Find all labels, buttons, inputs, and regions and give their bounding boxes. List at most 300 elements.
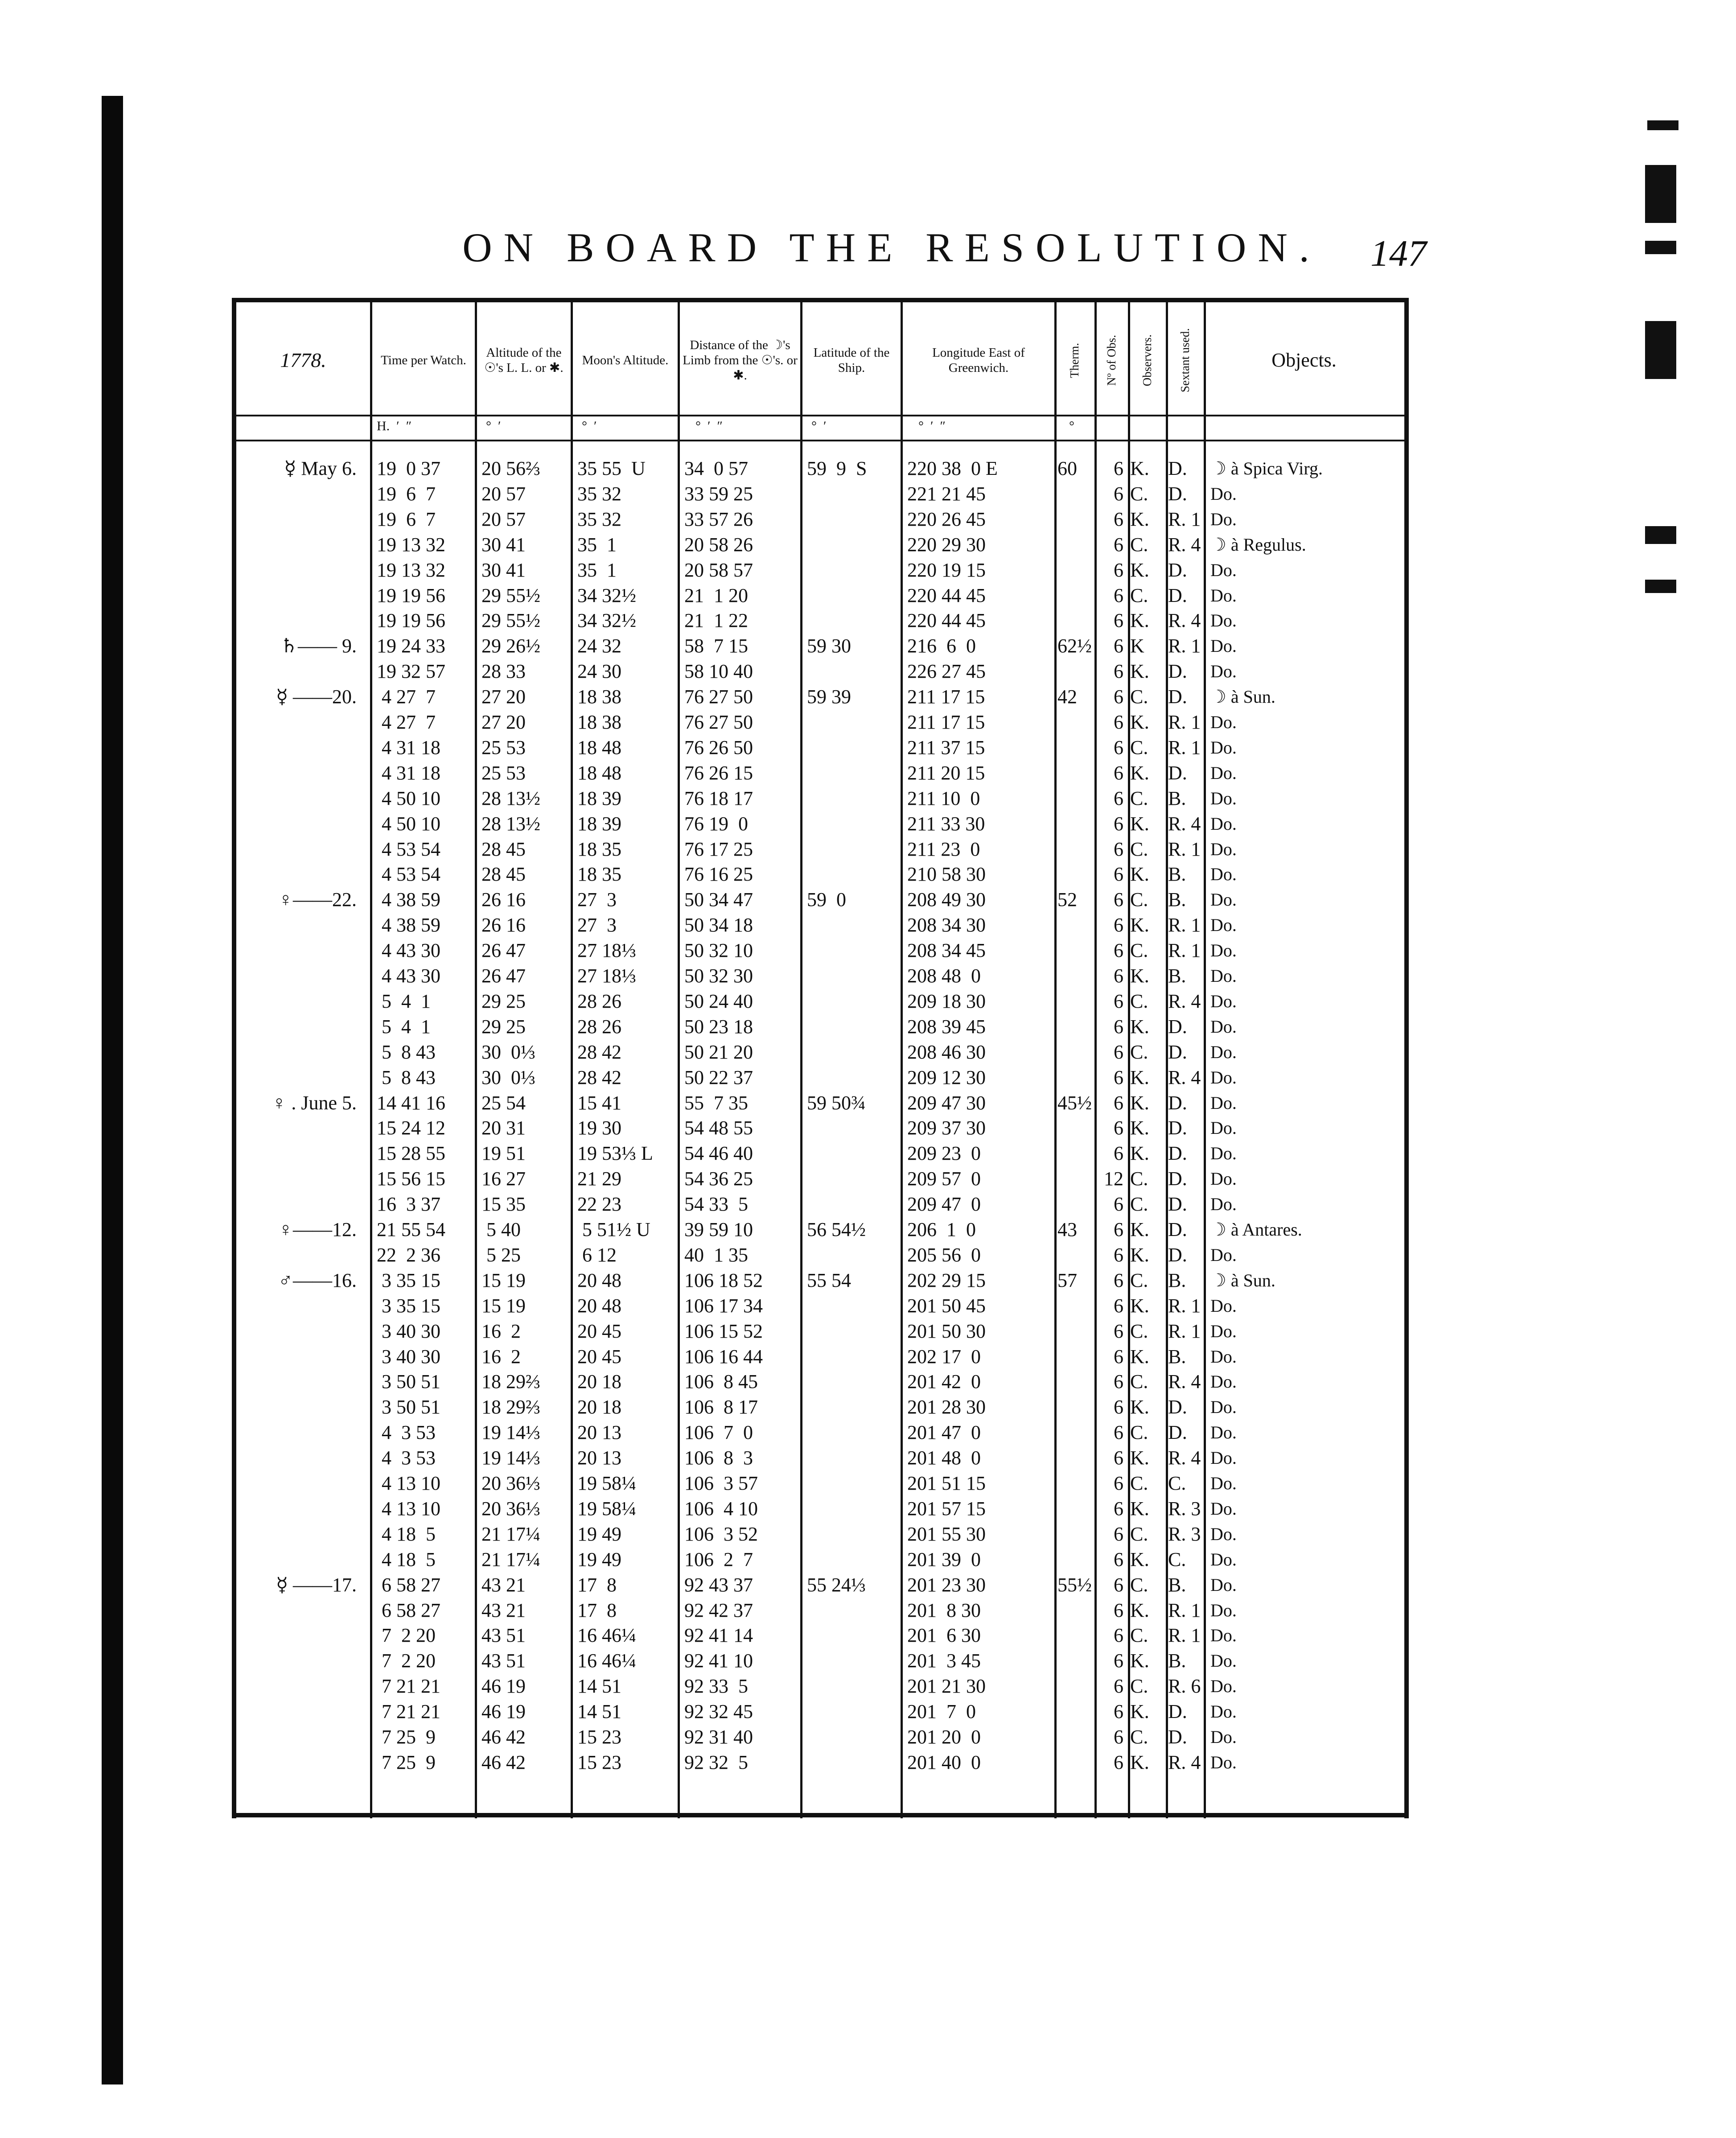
distance-cell: 33 59 25 — [684, 482, 753, 505]
sun-altitude-cell: 15 35 — [481, 1193, 526, 1215]
object-cell: Do. — [1210, 1524, 1237, 1544]
sun-altitude-cell: 28 45 — [481, 863, 526, 886]
moon-altitude-cell: 20 45 — [577, 1320, 621, 1342]
number-of-observations-cell: 6 — [1114, 533, 1123, 556]
table-row — [232, 532, 1409, 557]
sextant-cell: B. — [1168, 863, 1186, 886]
sextant-cell: C. — [1168, 1472, 1186, 1494]
longitude-cell: 208 34 30 — [907, 914, 986, 936]
sun-altitude-cell: 29 25 — [481, 990, 526, 1012]
longitude-cell: 201 8 30 — [907, 1599, 981, 1621]
moon-altitude-cell: 17 8 — [577, 1574, 617, 1596]
sextant-cell: D. — [1168, 1396, 1187, 1418]
moon-altitude-cell: 34 32½ — [577, 610, 636, 632]
distance-cell: 21 1 22 — [684, 610, 748, 632]
date-cell: ♀——22. — [278, 889, 357, 911]
table-row — [232, 1471, 1409, 1496]
table-row — [232, 1648, 1409, 1673]
date-cell — [241, 1116, 357, 1141]
observer-cell: K. — [1130, 1650, 1149, 1672]
distance-cell: 92 32 45 — [684, 1701, 753, 1723]
object-cell: Do. — [1210, 813, 1237, 834]
longitude-cell: 209 23 0 — [907, 1142, 981, 1165]
object-cell: Do. — [1210, 915, 1237, 935]
distance-cell: 106 18 52 — [684, 1269, 763, 1291]
date-cell — [241, 1040, 357, 1065]
longitude-cell: 201 39 0 — [907, 1548, 981, 1570]
object-cell: Do. — [1210, 1295, 1237, 1316]
object-cell: ☽ à Sun. — [1210, 687, 1275, 707]
number-of-observations-cell: 6 — [1114, 1472, 1123, 1494]
latitude-cell — [807, 1065, 898, 1090]
sun-altitude-cell: 21 17¼ — [481, 1523, 540, 1545]
thermometer-cell — [1057, 710, 1093, 735]
sun-altitude-cell: 26 16 — [481, 889, 526, 911]
sextant-cell: D. — [1168, 686, 1187, 708]
table-row — [232, 1014, 1409, 1039]
time-cell: 3 35 15 — [377, 1294, 440, 1317]
object-cell: ☽ à Antares. — [1210, 1219, 1302, 1240]
longitude-cell: 211 33 30 — [907, 812, 985, 835]
longitude-cell: 208 46 30 — [907, 1041, 986, 1063]
sextant-cell: R. 1 — [1168, 1599, 1201, 1621]
object-cell: Do. — [1210, 610, 1237, 631]
sun-altitude-cell: 16 2 — [481, 1320, 521, 1342]
table-row — [232, 786, 1409, 811]
observer-cell: C. — [1130, 1320, 1148, 1342]
date-cell — [241, 862, 357, 887]
table-row — [232, 1623, 1409, 1648]
longitude-cell: 209 12 30 — [907, 1066, 986, 1088]
sextant-cell: R. 4 — [1168, 1066, 1201, 1088]
longitude-cell: 211 23 0 — [907, 838, 980, 860]
sun-altitude-cell: 43 21 — [481, 1599, 526, 1621]
distance-cell: 106 17 34 — [684, 1294, 763, 1317]
date-cell — [241, 989, 357, 1014]
latitude-cell: 55 24⅓ — [807, 1574, 866, 1596]
thermometer-cell — [1057, 1369, 1093, 1394]
object-cell: Do. — [1210, 483, 1237, 504]
sun-altitude-cell: 25 53 — [481, 736, 526, 758]
latitude-cell — [807, 1750, 898, 1775]
date-cell — [241, 1471, 357, 1496]
date-cell — [241, 913, 357, 938]
table-row — [232, 634, 1409, 659]
longitude-cell: 201 42 0 — [907, 1371, 981, 1393]
moon-altitude-cell: 35 32 — [577, 482, 621, 505]
sextant-cell: D. — [1168, 559, 1187, 581]
thermometer-cell — [1057, 1496, 1093, 1521]
thermometer-cell — [1057, 761, 1093, 786]
date-cell — [241, 1420, 357, 1445]
book-binding-edge — [102, 96, 123, 2084]
time-cell: 3 40 30 — [377, 1320, 440, 1342]
observer-cell: C. — [1130, 1193, 1148, 1215]
object-cell: Do. — [1210, 788, 1237, 808]
observer-cell: K. — [1130, 1548, 1149, 1570]
longitude-cell: 206 1 0 — [907, 1219, 976, 1240]
time-cell: 4 27 7 — [377, 711, 436, 733]
latitude-cell — [807, 1294, 898, 1318]
moon-altitude-cell: 35 32 — [577, 508, 621, 530]
distance-cell: 20 58 57 — [684, 559, 753, 581]
table-row — [232, 964, 1409, 989]
sextant-cell: R. 4 — [1168, 1447, 1201, 1469]
thermometer-cell — [1057, 812, 1093, 836]
number-of-observations-cell: 6 — [1114, 711, 1123, 733]
moon-altitude-cell: 20 13 — [577, 1421, 621, 1444]
thermometer-cell — [1057, 1395, 1093, 1420]
time-cell: 3 50 51 — [377, 1371, 440, 1393]
thermometer-cell — [1057, 1166, 1093, 1191]
number-of-observations-cell: 6 — [1114, 1447, 1123, 1469]
thermometer-cell — [1057, 1446, 1093, 1471]
date-cell: ☿ May 6. — [284, 457, 357, 479]
distance-cell: 106 15 52 — [684, 1320, 763, 1342]
date-cell — [241, 964, 357, 989]
distance-cell: 54 48 55 — [684, 1117, 753, 1139]
moon-altitude-cell: 19 49 — [577, 1523, 621, 1545]
sun-altitude-cell: 27 20 — [481, 711, 526, 733]
distance-cell: 92 41 10 — [684, 1650, 753, 1672]
thermometer-cell — [1057, 1192, 1093, 1217]
observer-cell: K. — [1130, 610, 1149, 632]
thermometer-cell — [1057, 1674, 1093, 1699]
thermometer-cell — [1057, 964, 1093, 989]
time-cell: 15 28 55 — [377, 1142, 445, 1165]
object-cell: Do. — [1210, 991, 1237, 1011]
thermometer-cell — [1057, 1141, 1093, 1166]
number-of-observations-cell: 6 — [1114, 939, 1123, 962]
table-row — [232, 1446, 1409, 1471]
thermometer-cell — [1057, 1522, 1093, 1547]
unit-thermometer: ° — [1069, 419, 1074, 433]
sextant-cell: R. 1 — [1168, 1320, 1201, 1342]
latitude-cell — [807, 1420, 898, 1445]
thermometer-cell — [1057, 1598, 1093, 1623]
table-row — [232, 1192, 1409, 1217]
time-cell: 5 4 1 — [377, 990, 431, 1012]
observer-cell: C. — [1130, 533, 1148, 556]
distance-cell: 92 42 37 — [684, 1599, 753, 1621]
number-of-observations-cell: 6 — [1114, 559, 1123, 581]
object-cell: Do. — [1210, 890, 1237, 910]
time-cell: 4 50 10 — [377, 812, 440, 835]
moon-altitude-cell: 19 49 — [577, 1548, 621, 1570]
longitude-cell: 208 34 45 — [907, 939, 986, 962]
time-cell: 4 38 59 — [377, 889, 440, 911]
table-row — [232, 482, 1409, 507]
time-cell: 19 19 56 — [377, 584, 445, 606]
observer-cell: C. — [1130, 1574, 1148, 1596]
latitude-cell — [807, 1446, 898, 1471]
distance-cell: 54 36 25 — [684, 1168, 753, 1190]
sextant-cell: D. — [1168, 1168, 1187, 1190]
moon-altitude-cell: 20 48 — [577, 1269, 621, 1291]
table-row — [232, 1573, 1409, 1598]
time-cell: 4 13 10 — [377, 1472, 440, 1494]
time-cell: 4 3 53 — [377, 1447, 436, 1469]
moon-altitude-cell: 28 26 — [577, 1015, 621, 1038]
date-cell — [241, 1547, 357, 1572]
sextant-cell: D. — [1168, 1244, 1187, 1266]
number-of-observations-cell: 6 — [1114, 762, 1123, 784]
table-row — [232, 1166, 1409, 1191]
number-of-observations-cell: 6 — [1114, 1269, 1123, 1291]
object-cell: Do. — [1210, 1701, 1237, 1722]
page-number: 147 — [1370, 233, 1427, 274]
table-row — [232, 913, 1409, 938]
latitude-cell — [807, 608, 898, 633]
time-cell: 4 50 10 — [377, 787, 440, 809]
observer-cell: K. — [1130, 1015, 1149, 1038]
observer-cell: C. — [1130, 838, 1148, 860]
sun-altitude-cell: 19 14⅓ — [481, 1421, 540, 1444]
time-cell: 7 21 21 — [377, 1675, 440, 1697]
sun-altitude-cell: 29 55½ — [481, 610, 540, 632]
moon-altitude-cell: 21 29 — [577, 1168, 621, 1190]
date-cell — [241, 608, 357, 633]
number-of-observations-cell: 12 — [1104, 1168, 1123, 1190]
latitude-cell — [807, 1395, 898, 1420]
time-cell: 16 3 37 — [377, 1193, 440, 1215]
moon-altitude-cell: 20 18 — [577, 1396, 621, 1418]
distance-cell: 33 57 26 — [684, 508, 753, 530]
object-cell: Do. — [1210, 1321, 1237, 1341]
header-thermometer — [1057, 307, 1092, 414]
time-cell: 5 8 43 — [377, 1066, 436, 1088]
distance-cell: 50 21 20 — [684, 1041, 753, 1063]
number-of-observations-cell: 6 — [1114, 482, 1123, 505]
date-cell — [241, 1446, 357, 1471]
number-of-observations-cell: 6 — [1114, 1675, 1123, 1697]
time-cell: 22 2 36 — [377, 1244, 440, 1266]
date-cell — [241, 1369, 357, 1394]
latitude-cell — [807, 938, 898, 963]
observer-cell: C. — [1130, 584, 1148, 606]
thermometer-cell — [1057, 837, 1093, 862]
object-cell: Do. — [1210, 1448, 1237, 1468]
date-cell — [241, 1192, 357, 1217]
sun-altitude-cell: 28 13½ — [481, 787, 540, 809]
table-row — [232, 812, 1409, 836]
moon-altitude-cell: 27 3 — [577, 889, 617, 911]
observer-cell: K. — [1130, 1117, 1149, 1139]
observer-cell: K. — [1130, 1447, 1149, 1469]
distance-cell: 92 32 5 — [684, 1751, 748, 1773]
latitude-cell — [807, 1344, 898, 1369]
object-cell: Do. — [1210, 1194, 1237, 1215]
longitude-cell: 201 6 30 — [907, 1624, 981, 1647]
time-cell: 19 13 32 — [377, 559, 445, 581]
date-cell — [241, 1395, 357, 1420]
sextant-cell: R. 1 — [1168, 711, 1201, 733]
moon-altitude-cell: 6 12 — [577, 1244, 617, 1266]
longitude-cell: 209 37 30 — [907, 1117, 986, 1139]
number-of-observations-cell: 6 — [1114, 1117, 1123, 1139]
date-cell — [241, 583, 357, 608]
moon-altitude-cell: 27 18⅓ — [577, 939, 636, 962]
observer-cell: C. — [1130, 1168, 1148, 1190]
moon-altitude-cell: 27 18⅓ — [577, 965, 636, 987]
date-cell — [241, 1725, 357, 1750]
moon-altitude-cell: 14 51 — [577, 1675, 621, 1697]
moon-altitude-cell: 20 48 — [577, 1294, 621, 1317]
thermometer-cell — [1057, 1344, 1093, 1369]
sextant-cell: C. — [1168, 1548, 1186, 1570]
observer-cell: K. — [1130, 863, 1149, 886]
latitude-cell: 59 9 S — [807, 457, 867, 479]
observer-cell: C. — [1130, 686, 1148, 708]
observer-cell: C. — [1130, 889, 1148, 911]
sun-altitude-cell: 16 2 — [481, 1345, 521, 1368]
observer-cell: C. — [1130, 787, 1148, 809]
latitude-cell — [807, 1496, 898, 1521]
sextant-cell: D. — [1168, 660, 1187, 683]
moon-altitude-cell: 16 46¼ — [577, 1650, 636, 1672]
number-of-observations-cell: 6 — [1114, 610, 1123, 632]
moon-altitude-cell: 18 38 — [577, 686, 621, 708]
object-cell: Do. — [1210, 636, 1237, 656]
number-of-observations-cell: 6 — [1114, 914, 1123, 936]
latitude-cell — [807, 1648, 898, 1673]
distance-cell: 76 16 25 — [684, 863, 753, 886]
distance-cell: 50 22 37 — [684, 1066, 753, 1088]
observer-cell: K. — [1130, 1092, 1149, 1114]
observer-cell: C. — [1130, 1041, 1148, 1063]
latitude-cell — [807, 1319, 898, 1344]
object-cell: Do. — [1210, 1067, 1237, 1088]
sextant-cell: D. — [1168, 1193, 1187, 1215]
number-of-observations-cell: 6 — [1114, 812, 1123, 835]
object-cell: Do. — [1210, 661, 1237, 682]
time-cell: 7 2 20 — [377, 1624, 436, 1647]
sextant-cell: D. — [1168, 584, 1187, 606]
number-of-observations-cell: 6 — [1114, 1396, 1123, 1418]
thermometer-cell — [1057, 735, 1093, 760]
observation-table — [232, 298, 1409, 1818]
thermometer-cell — [1057, 1623, 1093, 1648]
time-cell: 19 13 32 — [377, 533, 445, 556]
moon-altitude-cell: 28 26 — [577, 990, 621, 1012]
longitude-cell: 201 57 15 — [907, 1497, 986, 1520]
moon-altitude-cell: 35 1 — [577, 533, 617, 556]
moon-altitude-cell: 35 55 U — [577, 457, 646, 479]
object-cell: Do. — [1210, 1042, 1237, 1062]
sextant-cell: D. — [1168, 1041, 1187, 1063]
thermometer-cell: 60 — [1057, 457, 1077, 479]
distance-cell: 55 7 35 — [684, 1092, 748, 1114]
sun-altitude-cell: 15 19 — [481, 1269, 526, 1291]
time-cell: 19 0 37 — [377, 457, 440, 479]
longitude-cell: 201 48 0 — [907, 1447, 981, 1469]
time-cell: 4 53 54 — [377, 863, 440, 886]
edge-mark — [1645, 321, 1676, 379]
table-row — [232, 938, 1409, 963]
object-cell: Do. — [1210, 1244, 1237, 1265]
object-cell: Do. — [1210, 1549, 1237, 1570]
latitude-cell — [807, 1725, 898, 1750]
latitude-cell — [807, 812, 898, 836]
latitude-cell — [807, 1699, 898, 1724]
sextant-cell: R. 4 — [1168, 533, 1201, 556]
observer-cell: K — [1130, 635, 1144, 657]
sextant-cell: R. 3 — [1168, 1497, 1201, 1520]
observer-cell: C. — [1130, 990, 1148, 1012]
time-cell: 4 18 5 — [377, 1523, 436, 1545]
latitude-cell — [807, 558, 898, 583]
longitude-cell: 201 40 0 — [907, 1751, 981, 1773]
time-cell: 7 25 9 — [377, 1726, 436, 1748]
header-observers — [1130, 307, 1164, 414]
distance-cell: 76 17 25 — [684, 838, 753, 860]
date-cell: ♂——16. — [278, 1269, 357, 1291]
latitude-cell — [807, 862, 898, 887]
time-cell: 19 32 57 — [377, 660, 445, 683]
number-of-observations-cell: 6 — [1114, 1599, 1123, 1621]
object-cell: Do. — [1210, 1372, 1237, 1392]
thermometer-cell — [1057, 1420, 1093, 1445]
thermometer-cell — [1057, 1648, 1093, 1673]
table-row — [232, 1141, 1409, 1166]
time-cell: 5 8 43 — [377, 1041, 436, 1063]
number-of-observations-cell: 6 — [1114, 1371, 1123, 1393]
thermometer-cell — [1057, 1243, 1093, 1268]
number-of-observations-cell: 6 — [1114, 584, 1123, 606]
thermometer-cell — [1057, 1014, 1093, 1039]
time-cell: 4 27 7 — [377, 686, 436, 708]
moon-altitude-cell: 5 51½ U — [577, 1219, 650, 1240]
date-cell — [241, 1750, 357, 1775]
longitude-cell: 201 50 30 — [907, 1320, 986, 1342]
latitude-cell: 59 39 — [807, 686, 851, 708]
table-row — [232, 1674, 1409, 1699]
distance-cell: 76 26 15 — [684, 762, 753, 784]
thermometer-cell: 45½ — [1057, 1092, 1092, 1114]
distance-cell: 50 34 18 — [684, 914, 753, 936]
time-cell: 6 58 27 — [377, 1599, 440, 1621]
longitude-cell: 220 38 0 E — [907, 457, 998, 479]
distance-cell: 20 58 26 — [684, 533, 753, 556]
latitude-cell — [807, 1522, 898, 1547]
moon-altitude-cell: 15 23 — [577, 1726, 621, 1748]
date-cell: ♀——12. — [278, 1219, 357, 1240]
object-cell: Do. — [1210, 1143, 1237, 1164]
sextant-cell: D. — [1168, 1726, 1187, 1748]
latitude-cell — [807, 1471, 898, 1496]
header-sextant — [1168, 307, 1201, 414]
observer-cell: K. — [1130, 1751, 1149, 1773]
date-cell — [241, 1319, 357, 1344]
sextant-cell: R. 1 — [1168, 1624, 1201, 1647]
number-of-observations-cell: 6 — [1114, 1726, 1123, 1748]
sextant-cell: B. — [1168, 787, 1186, 809]
sun-altitude-cell: 20 57 — [481, 508, 526, 530]
latitude-cell — [807, 761, 898, 786]
sun-altitude-cell: 46 19 — [481, 1675, 526, 1697]
observer-cell: K. — [1130, 1142, 1149, 1165]
number-of-observations-cell: 6 — [1114, 1624, 1123, 1647]
thermometer-cell — [1057, 862, 1093, 887]
table-row — [232, 735, 1409, 760]
moon-altitude-cell: 20 45 — [577, 1345, 621, 1368]
observer-cell: C. — [1130, 1421, 1148, 1444]
sun-altitude-cell: 18 29⅔ — [481, 1371, 540, 1393]
longitude-cell: 202 29 15 — [907, 1269, 986, 1291]
thermometer-cell — [1057, 507, 1093, 532]
moon-altitude-cell: 35 1 — [577, 559, 617, 581]
number-of-observations-cell: 6 — [1114, 635, 1123, 657]
